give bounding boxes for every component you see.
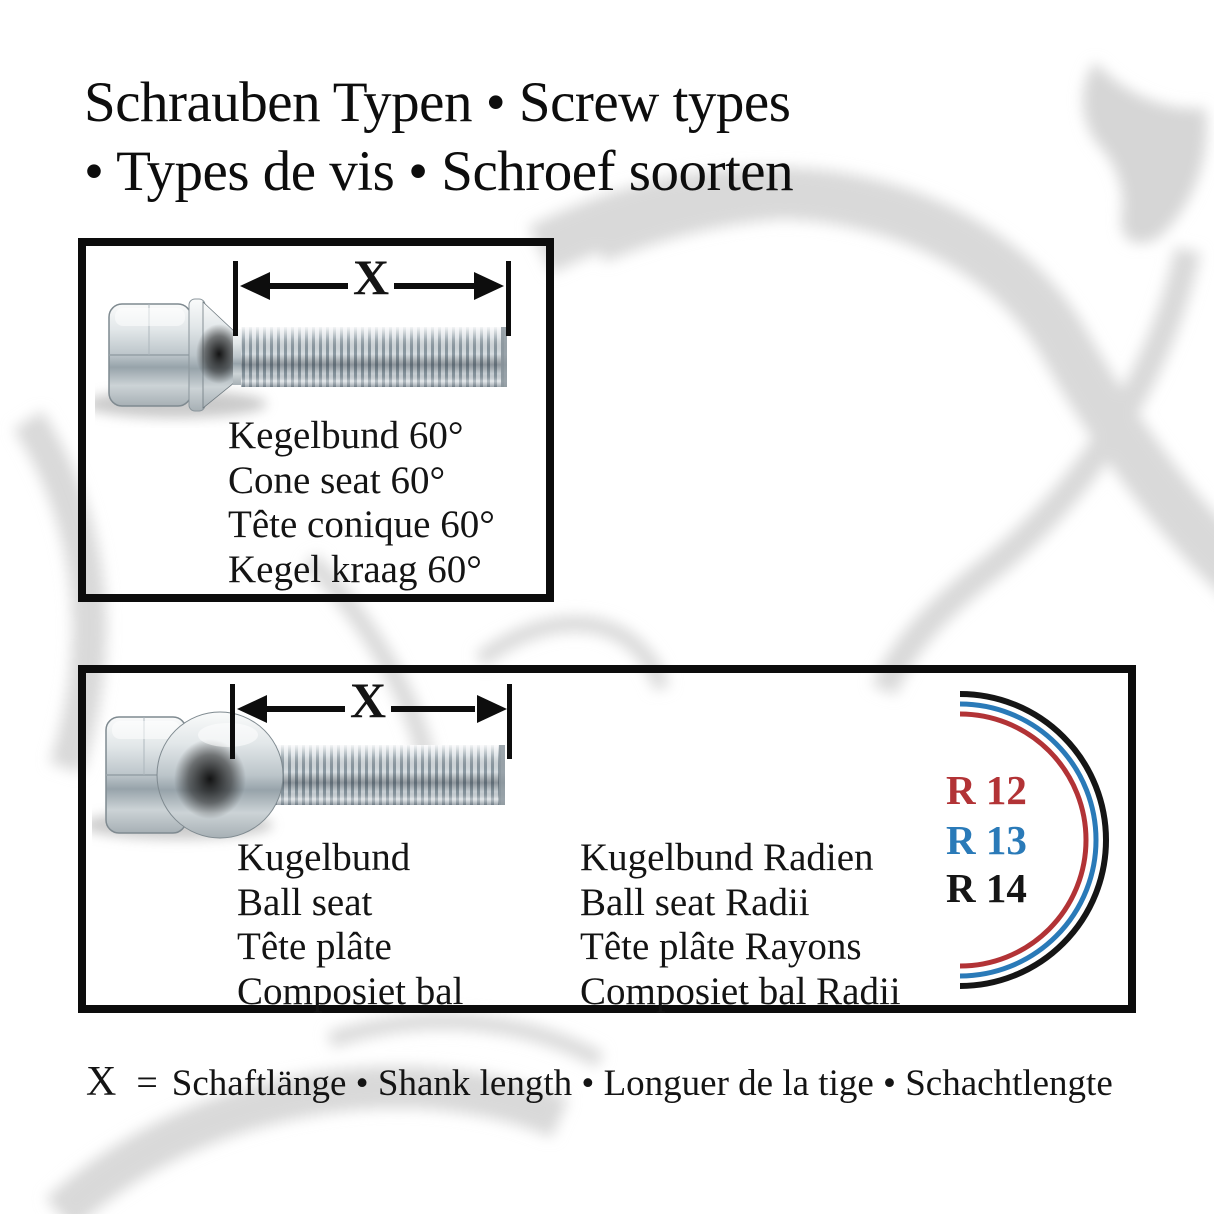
legend-x-symbol: X xyxy=(86,1059,117,1105)
radii-label-en: Ball seat Radii xyxy=(580,880,810,924)
dim-tick-left-ball xyxy=(230,684,235,759)
radii-label-fr: Tête plâte Rayons xyxy=(580,925,862,968)
cone-seat-labels xyxy=(228,414,495,592)
cone-label-en: Cone seat 60° xyxy=(228,458,446,502)
radius-label-r13: R 13 xyxy=(946,817,1027,863)
dim-tick-left-cone xyxy=(233,261,238,336)
ball-seat-labels xyxy=(237,836,463,1014)
dim-x-label-ball: X xyxy=(349,672,387,728)
title-line-1: Schrauben Typen • Screw types xyxy=(84,71,791,134)
ball-label-fr: Tête plâte xyxy=(237,925,392,968)
radius-label-r12: R 12 xyxy=(946,767,1027,813)
radii-label-de: Kugelbund Radien xyxy=(580,836,874,879)
ball-label-nl: Composiet bal xyxy=(237,969,464,1013)
dim-line-left-ball xyxy=(259,706,345,712)
cone-label-fr: Tête conique 60° xyxy=(228,503,495,546)
radii-label-nl: Composiet bal Radii xyxy=(580,969,901,1013)
shank-length-legend xyxy=(86,1058,1113,1106)
title-line-2: • Types de vis • Schroef soorten xyxy=(84,140,794,203)
dim-line-right-ball xyxy=(391,706,475,712)
ball-label-de: Kugelbund xyxy=(237,836,411,879)
ball-label-en: Ball seat xyxy=(237,880,373,924)
legend-equals-sign: = xyxy=(136,1062,158,1104)
dim-tick-right-ball xyxy=(507,684,512,759)
radius-label-r14: R 14 xyxy=(946,865,1027,911)
ball-seat-bolt-image xyxy=(92,703,522,853)
legend-text: Schaftlänge • Shank length • Longuer de la tige • Schachtlengte xyxy=(171,1063,1113,1104)
dim-tick-right-cone xyxy=(506,261,511,336)
dim-x-label-cone: X xyxy=(352,249,390,305)
dim-arrowhead-right-cone xyxy=(474,272,504,300)
dim-line-left-cone xyxy=(262,283,348,289)
dim-line-right-cone xyxy=(394,283,476,289)
cone-label-nl: Kegel kraag 60° xyxy=(228,547,482,591)
cone-seat-bolt-image xyxy=(95,288,525,428)
page-title xyxy=(84,68,793,206)
cone-label-de: Kegelbund 60° xyxy=(228,414,464,457)
dim-arrowhead-right-ball xyxy=(477,695,507,723)
